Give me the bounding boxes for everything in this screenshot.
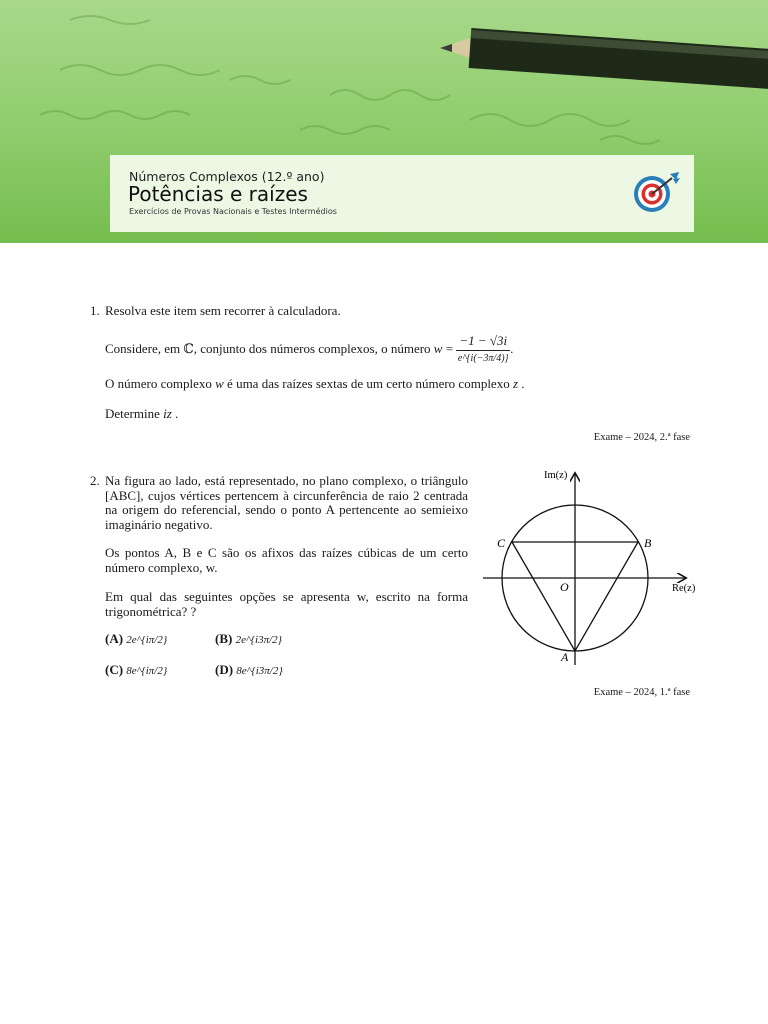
period: .	[510, 340, 514, 356]
q2-source: Exame – 2024, 1.ª fase	[593, 687, 690, 698]
q2-paragraph-3: Em qual das seguintes opções se apresenta w, escrito na forma trigonométrica? ?	[105, 589, 468, 619]
option-a-label: (A)	[105, 631, 124, 646]
q1-line-2	[105, 334, 513, 366]
q1-line-1: Resolva este item sem recorrer à calculadora.	[105, 303, 341, 318]
option-d-value: 8e^{i3π/2}	[236, 665, 283, 677]
page-caption: Exercícios de Provas Nacionais e Testes Intermédios	[129, 207, 337, 216]
question-number: 2.	[90, 473, 100, 488]
header-banner	[0, 0, 768, 243]
page-title: Potências e raízes	[128, 182, 308, 206]
w-variable: w	[215, 376, 224, 391]
iz-expression: iz	[163, 406, 172, 421]
re-axis-label: Re(z)	[672, 583, 696, 594]
option-a[interactable]	[105, 631, 167, 647]
z-variable: z	[512, 376, 519, 391]
complex-plane-figure	[480, 462, 700, 672]
option-b-value: 2e^{i3π/2}	[235, 634, 283, 646]
option-b[interactable]	[215, 631, 282, 647]
q1-line-3-end: .	[518, 376, 525, 391]
w-variable: w	[433, 340, 443, 356]
option-a-value: 2e^{iπ/2}	[126, 634, 168, 646]
q1-line-3	[105, 377, 525, 392]
option-d[interactable]	[215, 662, 283, 678]
pencil-illustration	[440, 28, 768, 90]
option-b-label: (B)	[215, 631, 233, 646]
q2-paragraph-2: Os pontos A, B e C são os afixos das raízes cúbicas de um certo número complexo, w.	[105, 545, 468, 575]
fraction-numerator: −1 − √3i	[456, 334, 510, 351]
im-axis-label: Im(z)	[544, 470, 568, 481]
w-fraction	[456, 334, 510, 366]
q2-paragraph-1: Na figura ao lado, está representado, no plano complexo, o triângulo [ABC], cujos vértices pertencem à circunferência de raio 2 centrada na origem do referencial, sendo o ponto A pertencente ao semieixo imaginário negativo.	[105, 473, 468, 532]
q1-line-4	[105, 407, 178, 422]
option-c[interactable]	[105, 662, 167, 678]
q1-line-3-text-a: O número complexo	[105, 376, 216, 391]
q1-line-3-text-b: é uma das raízes sextas de um certo número complexo	[223, 376, 513, 391]
course-subtitle: Números Complexos (12.º ano)	[129, 169, 325, 184]
q1-line-4-end: .	[171, 406, 179, 421]
question-number: 1.	[90, 303, 100, 318]
point-b-label: B	[644, 536, 652, 550]
fraction-denominator: e^{i(−3π/4)}	[457, 352, 509, 364]
q1-line-2-text: Considere, em ℂ, conjunto dos números complexos, o número	[105, 340, 434, 356]
equals-sign: =	[442, 340, 457, 356]
option-c-value: 8e^{iπ/2}	[126, 665, 168, 677]
title-box	[110, 155, 694, 232]
q1-line-4-text: Determine	[105, 406, 164, 421]
point-a-label: A	[561, 650, 569, 664]
option-c-label: (C)	[105, 662, 124, 677]
target-icon	[632, 170, 682, 214]
option-d-label: (D)	[215, 662, 234, 677]
point-c-label: C	[497, 536, 506, 550]
origin-label: O	[560, 580, 569, 594]
q1-source: Exame – 2024, 2.ª fase	[593, 432, 690, 443]
